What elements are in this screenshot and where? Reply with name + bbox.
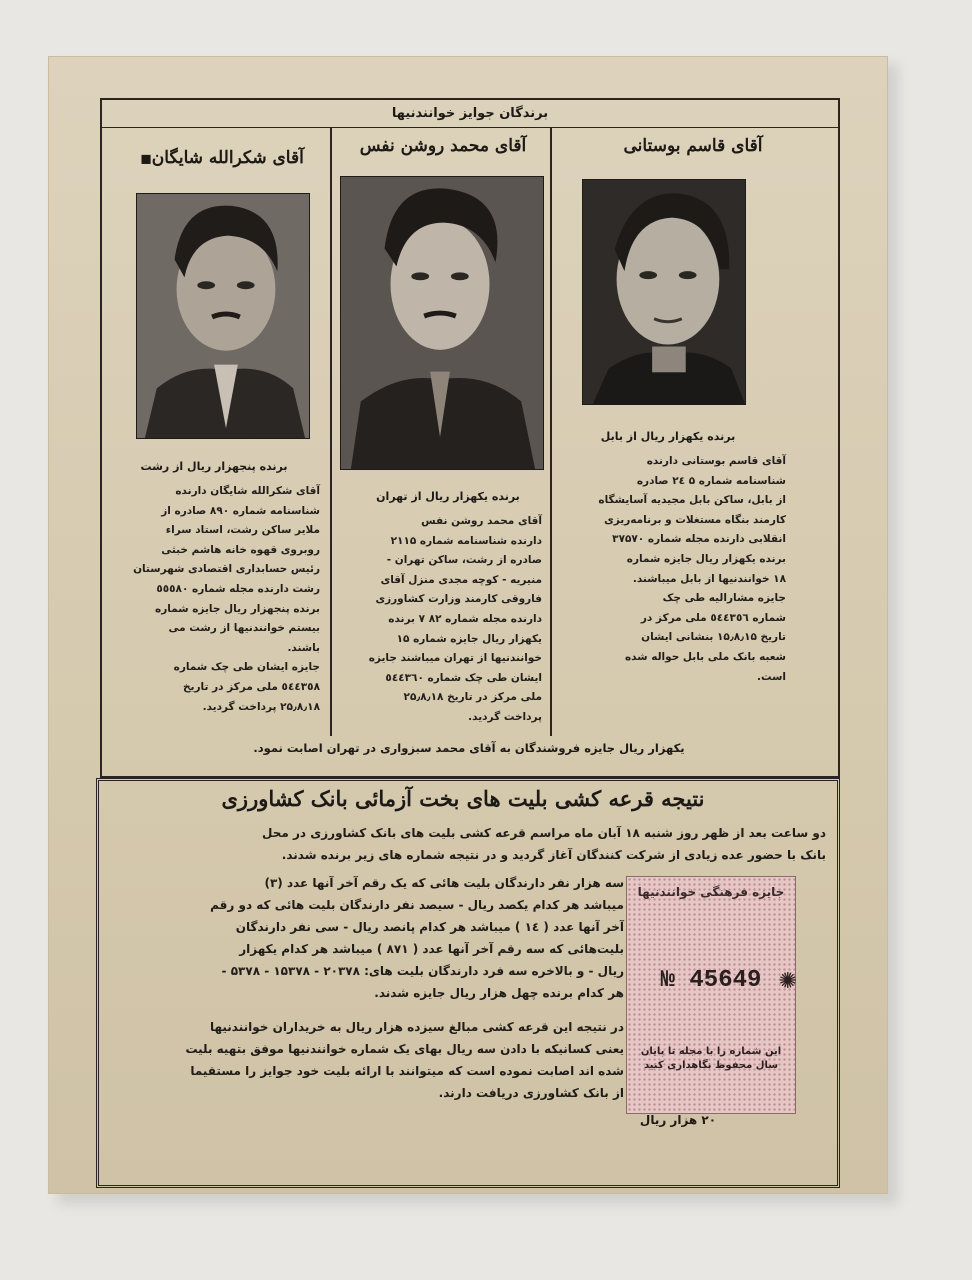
text-line: ۲۵٫۸٫۱۸ پرداخت گردید.: [202, 700, 320, 713]
lottery-closing: [110, 1016, 624, 1104]
text-line: روبروی قهوه خانه هاشم خبثی: [161, 543, 320, 556]
text-line: کارمند بنگاه مستغلات و برنامه‌ریزی: [604, 513, 786, 526]
portrait-2-svg: [341, 177, 543, 469]
winner-text-3: [114, 482, 320, 717]
text-line: تاریخ ۱۵٫۸٫۱۵ بنشانی ایشان: [641, 631, 786, 644]
lottery-body: [110, 872, 624, 1004]
column-divider: [550, 128, 552, 736]
text-line: جایزه مشارالیه طی چک: [662, 592, 786, 605]
page-header: برندگان جوایز خوانندنیها: [102, 100, 838, 128]
intro-line: بانک با حضور عده زیادی از شرکت کنندگان آغاز گردید و در نتیجه شماره های زیر برنده شدند.: [281, 848, 826, 862]
text-line: رئیس حسابداری اقتصادی شهرستان: [133, 563, 320, 576]
magazine-page: [48, 56, 888, 1194]
winner-name-2: آقای محمد روشن نفس: [359, 136, 527, 156]
body-line: آخر آنها عدد ( ۱٤ ) میباشد هر کدام پانصد ریال - سی نفر دارندگان: [235, 920, 624, 934]
intro-line: دو ساعت بعد از ظهر روز شنبه ۱۸ آبان ماه مراسم قرعه کشی بلیت های بانک کشاورزی در محل: [262, 826, 826, 840]
text-line: آقای شکرالله شایگان دارنده: [175, 485, 320, 497]
text-line: برنده پنجهزار ریال جایزه شماره: [155, 602, 320, 615]
winner-caption-1: برنده یکهزار ریال از بابل: [600, 430, 736, 443]
text-line: انقلابی دارنده مجله شماره ۳۷۵۷۰: [612, 533, 786, 546]
body-line: ریال - و بالاخره سه فرد دارندگان بلیت های: ۲۰۳۷۸ - ۱۵۳۷۸ - ۵۳۷۸ -: [221, 964, 624, 978]
winner-photo-1: [582, 179, 746, 405]
text-line: آقای قاسم بوستانی دارنده: [646, 455, 786, 467]
text-line: دارنده مجله شماره ۸۲ ۷ برنده: [388, 612, 542, 625]
text-line: است.: [756, 670, 786, 683]
text-line: ٥٤٤٣٥٨ ملی مرکز در تاریخ: [182, 680, 320, 693]
lottery-intro: [110, 822, 826, 866]
coupon-title: جایزه فرهنگی خوانندنیها: [637, 885, 785, 899]
winner-text-1: [568, 452, 786, 687]
column-divider: [330, 128, 332, 736]
text-line: ملایر ساکن رشت، استاد سراء: [165, 524, 320, 537]
text-line: شناسنامه شماره ۸۹۰ صادره از: [161, 504, 320, 517]
text-line: دارنده شناسنامه شماره ۲۱۱۵: [390, 534, 542, 547]
coupon-number: № 45649: [660, 967, 762, 994]
text-line: شماره ٥٤٤٣٥٦ ملی مرکز در: [640, 611, 786, 624]
winner-name-1: آقای قاسم بوستانی: [623, 136, 763, 156]
text-line: پرداخت گردید.: [468, 710, 542, 723]
body-line: هر کدام برنده چهل هزار ریال جایزه شدند.: [374, 986, 624, 1000]
text-line: ایشان طی چک شماره ٥٤٤٣٦٠: [385, 671, 542, 684]
text-line: ملی مرکز در تاریخ ۲۵٫۸٫۱۸: [403, 691, 542, 704]
closing-line: از بانک کشاورزی دریافت دارند.: [438, 1086, 624, 1100]
text-line: باشند.: [287, 641, 320, 654]
coupon-note: این شماره را با مجله تا پایان سال محفوظ نگاهداری کنید: [640, 1046, 782, 1071]
winner-caption-2: برنده یکهزار ریال از تهران: [376, 490, 520, 503]
closing-line: در نتیجه این قرعه کشی مبالغ سیزده هزار ریال به خریداران خوانندنیها: [209, 1020, 624, 1034]
coupon-prize-value: ۲۰ هزار ریال: [639, 1113, 717, 1127]
text-line: صادره از رشت، ساکن تهران -: [386, 554, 542, 567]
text-line: از بابل، ساکن بابل مجیدیه آسایشگاه: [598, 494, 786, 507]
closing-line: یعنی کسانیکه با دادن سه ریال بهای یک شماره خوانندنیها موفق بتهیه بلیت: [185, 1042, 624, 1056]
text-line: آقای محمد روشن نفس: [421, 515, 542, 527]
text-line: برنده یکهزار ریال جایزه شماره: [626, 552, 786, 565]
closing-line: شده اند اصابت نموده است که میتوانند با ارائه بلیت خود جوایز را مستقیما: [190, 1064, 624, 1078]
body-line: بلیت‌هائی که سه رقم آخر آنها عدد ( ۸۷۱ ) میباشد هر کدام یکهزار: [239, 942, 624, 956]
ornament-icon: ◼: [140, 151, 152, 167]
text-line: منیریه - کوچه مجدی منزل آقای: [380, 573, 542, 586]
text-line: شناسنامه شماره ۵ ۲٤ صادره: [636, 474, 786, 487]
text-line: یکهزار ریال جایزه شماره ۱۵: [396, 632, 542, 645]
text-line: ۱۸ خوانندنیها از بابل میباشند.: [632, 572, 786, 585]
reader-coupon: [626, 876, 796, 1114]
text-line: خوانندنیها از تهران میباشند جایزه: [368, 652, 542, 665]
portrait-3-svg: [137, 194, 309, 438]
body-line: میباشد هر کدام یکصد ریال - سیصد نفر دارندگان بلیت هائی که دو رقم: [210, 898, 624, 912]
text-line: جایزه ایشان طی چک شماره: [173, 661, 320, 674]
body-line: سه هزار نفر دارندگان بلیت هائی که یک رقم آخر آنها عدد (۳): [264, 876, 624, 890]
winner-photo-2: [340, 176, 544, 470]
lottery-title: نتیجه قرعه کشی بلیت های بخت آزمائی بانک کشاورزی: [221, 786, 705, 811]
text-line: فاروقی کارمند وزارت کشاورزی: [375, 593, 542, 606]
winner-photo-3: [136, 193, 310, 439]
portrait-1-svg: [583, 180, 745, 404]
winner-caption-3: برنده پنجهزار ریال از رشت: [140, 460, 288, 473]
sellers-prize-line: یکهزار ریال جایزه فروشندگان به آقای محمد سبزواری در تهران اصابت نمود.: [253, 741, 685, 755]
text-line: شعبه بانک ملی بابل حواله شده: [624, 650, 786, 663]
text-line: رشت دارنده مجله شماره ٥٥٥٨۰: [156, 582, 320, 595]
winner-name-3: [114, 148, 324, 168]
winner-name-3-text: آقای شکرالله شایگان: [151, 148, 304, 168]
text-line: بیستم خوانندنیها از رشت می: [168, 622, 320, 635]
winner-text-2: [344, 512, 542, 728]
star-ornament-icon: ✺: [778, 969, 797, 994]
